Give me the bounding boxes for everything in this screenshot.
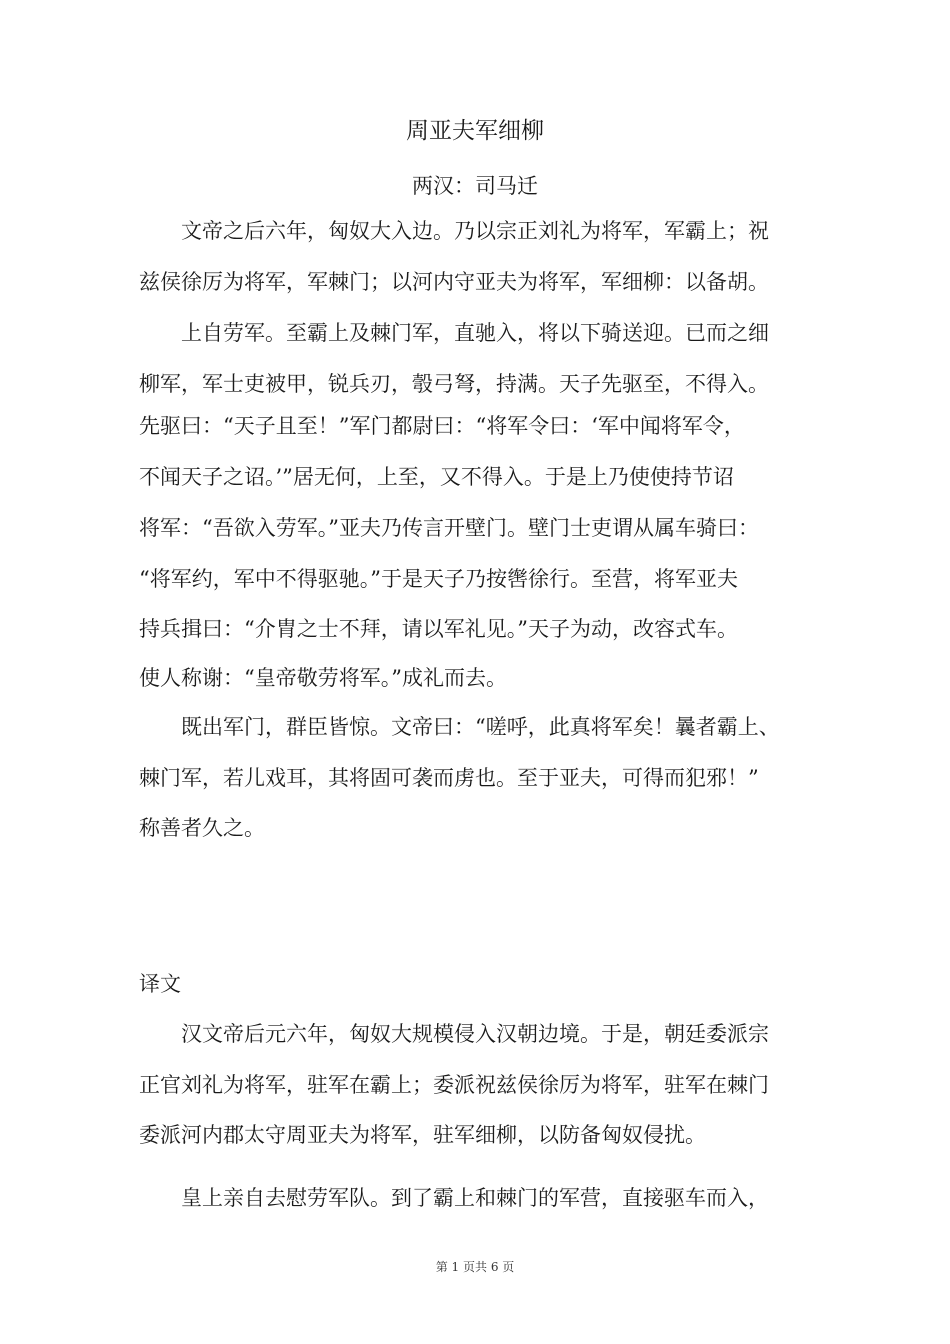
translation-heading: 译文 — [139, 972, 181, 996]
paragraph-line: 称善者久之。 — [139, 816, 265, 840]
paragraph-line: 上自劳军。至霸上及棘门军，直驰入，将以下骑送迎。已而之细 — [181, 321, 769, 345]
paragraph-line: 汉文帝后元六年，匈奴大规模侵入汉朝边境。于是，朝廷委派宗 — [181, 1022, 769, 1046]
paragraph-line: 委派河内郡太守周亚夫为将军，驻军细柳，以防备匈奴侵扰。 — [139, 1123, 706, 1147]
document-title: 周亚夫军细柳 — [406, 118, 544, 144]
paragraph-line: 使人称谢：“皇帝敬劳将军。”成礼而去。 — [139, 666, 507, 690]
paragraph-line: 皇上亲自去慰劳军队。到了霸上和棘门的军营，直接驱车而入， — [181, 1186, 769, 1210]
paragraph-line: “将军约，军中不得驱驰。”于是天子乃按辔徐行。至营，将军亚夫 — [139, 567, 738, 591]
paragraph-line: 文帝之后六年，匈奴大入边。乃以宗正刘礼为将军，军霸上；祝 — [181, 219, 769, 243]
paragraph-line: 持兵揖曰：“介胄之士不拜，请以军礼见。”天子为动，改容式车。 — [139, 617, 738, 641]
paragraph-line: 兹侯徐厉为将军，军棘门；以河内守亚夫为将军，军细柳：以备胡。 — [139, 270, 769, 294]
paragraph-line: 正官刘礼为将军，驻军在霸上；委派祝兹侯徐厉为将军，驻军在棘门 — [139, 1073, 769, 1097]
paragraph-line: 棘门军，若儿戏耳，其将固可袭而虏也。至于亚夫，可得而犯邪！” — [139, 766, 759, 790]
paragraph-line: 先驱曰：“天子且至！”军门都尉曰：“将军令曰：‘军中闻将军令， — [139, 414, 745, 438]
document-author: 两汉：司马迁 — [412, 174, 538, 198]
paragraph-line: 将军：“吾欲入劳军。”亚夫乃传言开壁门。壁门士吏谓从属车骑曰： — [139, 516, 759, 540]
paragraph-line: 不闻天子之诏。’”居无何，上至，又不得入。于是上乃使使持节诏 — [139, 465, 734, 489]
page-footer: 第 1 页共 6 页 — [435, 1260, 515, 1274]
paragraph-line: 柳军，军士吏被甲，锐兵刃，彀弓弩，持满。天子先驱至，不得入。 — [139, 372, 769, 396]
paragraph-line: 既出军门，群臣皆惊。文帝曰：“嗟呼，此真将军矣！曩者霸上、 — [181, 715, 780, 739]
